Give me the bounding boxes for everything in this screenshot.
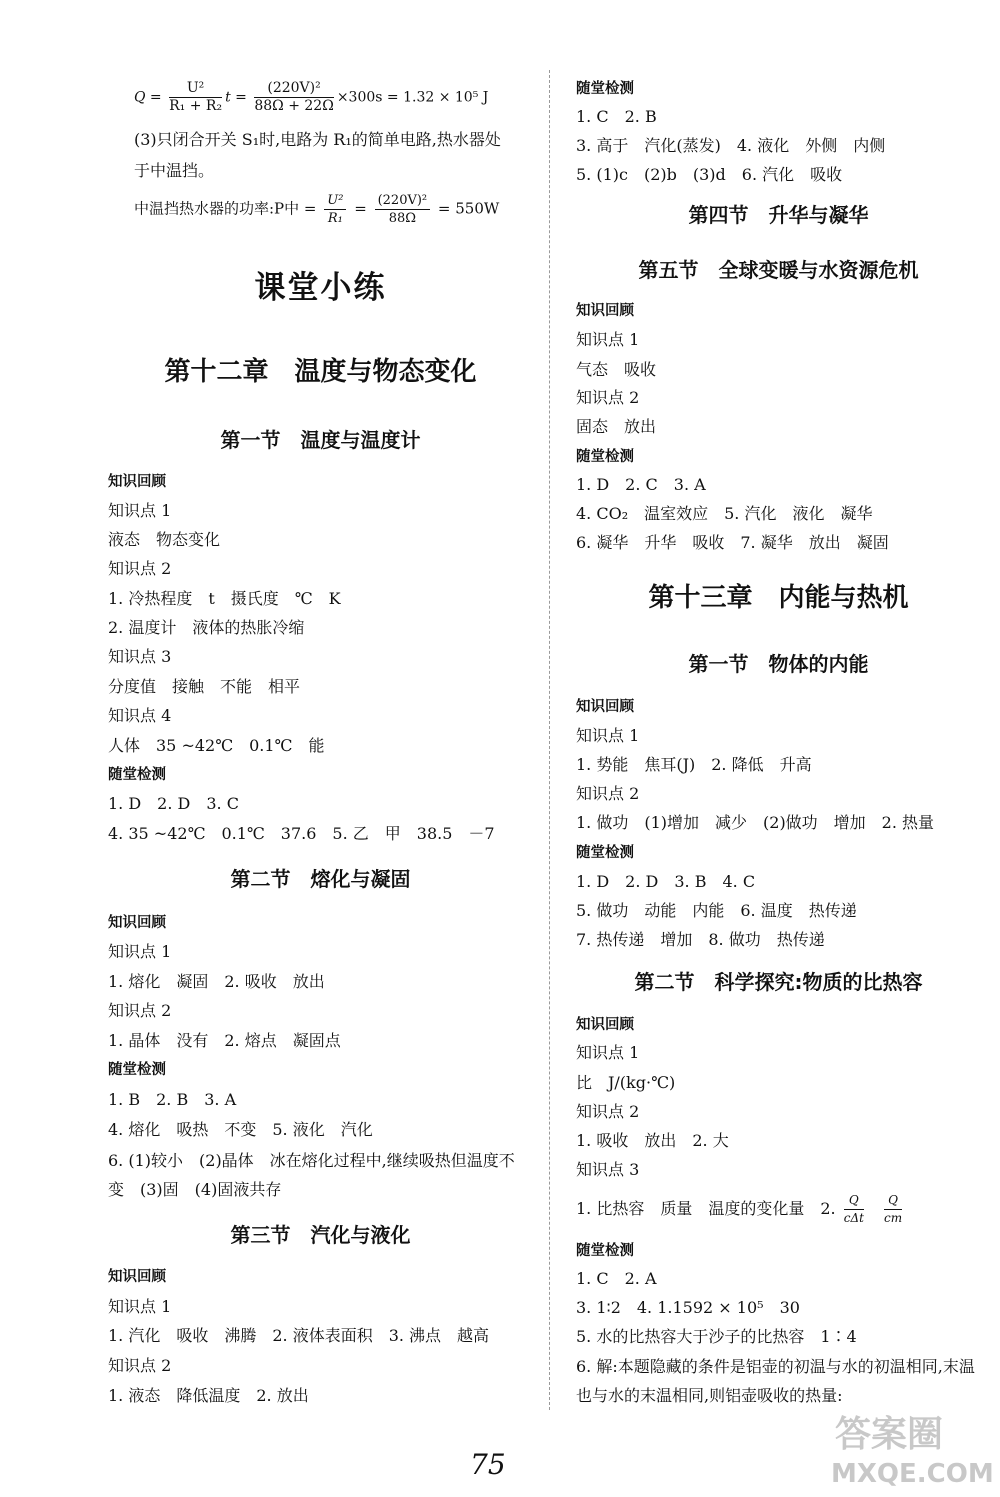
answer-line: 6. 凝华 升华 吸收 7. 凝华 放出 凝固	[576, 533, 889, 552]
p-formula	[134, 192, 499, 227]
answer-line: 1. 做功 (1)增加 减少 (2)做功 增加 2. 热量	[576, 813, 935, 832]
column-divider	[549, 70, 550, 1410]
watermark-text-cn: 答案圈	[835, 1414, 944, 1455]
chapter-title: 第十二章 温度与物态变化	[164, 357, 477, 387]
subheading: 随堂检测	[576, 449, 634, 465]
answer-line: 4. CO₂ 温室效应 5. 汽化 液化 凝华	[576, 504, 873, 523]
answer-line: 4. 熔化 吸热 不变 5. 液化 汽化	[108, 1120, 373, 1139]
answer-line: 比 J/(kg·℃)	[576, 1073, 676, 1092]
subheading: 知识回顾	[108, 474, 166, 490]
answer-line: 知识点 2	[576, 388, 640, 407]
subheading: 随堂检测	[108, 767, 166, 783]
answer-line: 3. 高于 汽化(蒸发) 4. 液化 外侧 内侧	[576, 136, 886, 155]
answer-line: 5. 做功 动能 内能 6. 温度 热传递	[576, 901, 857, 920]
answer-item-6: 6. 解:本题隐藏的条件是铝壶的初温与水的初温相同,末温也与水的末温相同,则铝壶吸收的热量:	[576, 1357, 975, 1405]
formula-text: ×300s = 1.32 × 10⁵ J	[336, 89, 489, 106]
answer-line: 固态 放出	[576, 417, 657, 436]
page-number: 75	[470, 1448, 506, 1481]
fraction: $\frac{\text{(220V)²}}{88\Omega + 22\Omega}$	[254, 80, 334, 114]
formula-text: Q =	[134, 89, 162, 106]
answer-line: 知识点 1	[576, 1043, 640, 1062]
section-title: 第二节 科学探究:物质的比热容	[634, 970, 923, 994]
big-title: 课堂小练	[254, 270, 387, 306]
answer-line: 知识点 2	[576, 784, 640, 803]
section-title: 第五节 全球变暖与水资源危机	[638, 258, 919, 282]
answer-line: 知识点 1	[108, 1297, 172, 1316]
formula-line	[576, 1192, 905, 1227]
answer-line: 知识点 1	[108, 942, 172, 961]
answer-line: 知识点 2	[576, 1102, 640, 1121]
answer-line: 1. C 2. B	[576, 107, 657, 126]
answer-line: 液态 物态变化	[108, 530, 221, 549]
answer-line: 1. 吸收 放出 2. 大	[576, 1131, 729, 1150]
para-line: 于中温挡。	[134, 161, 215, 180]
subheading: 知识回顾	[576, 699, 634, 715]
subheading: 知识回顾	[576, 1017, 634, 1033]
answer-line: 知识点 3	[576, 1160, 640, 1179]
q-formula	[134, 80, 488, 115]
answer-line: 2. 温度计 液体的热胀冷缩	[108, 618, 305, 637]
section-title: 第三节 汽化与液化	[230, 1223, 411, 1247]
formula-text: = 550W	[437, 199, 500, 218]
answer-text: 1. 比热容 质量 温度的变化量 2.	[576, 1199, 836, 1218]
answer-line: 1. D 2. D 3. B 4. C	[576, 872, 756, 891]
answer-line: 知识点 1	[108, 501, 172, 520]
formula-text: =	[354, 199, 367, 218]
answer-line: 5. 水的比热容大于沙子的比热容 1∶4	[576, 1327, 857, 1346]
answer-line: 知识点 2	[108, 559, 172, 578]
answer-line: 知识点 3	[108, 647, 172, 666]
answer-line: 知识点 1	[576, 726, 640, 745]
answer-line: 5. (1)c (2)b (3)d 6. 汽化 吸收	[576, 165, 843, 184]
subheading: 随堂检测	[576, 845, 634, 861]
answer-item-6: 6. (1)较小 (2)晶体 冰在熔化过程中,继续吸热但温度不变 (3)固 (4)固液共存	[108, 1151, 515, 1199]
answer-line: 1. D 2. C 3. A	[576, 475, 706, 494]
answer-line: 1. 汽化 吸收 沸腾 2. 液体表面积 3. 沸点 越高	[108, 1326, 490, 1345]
subheading: 知识回顾	[108, 915, 166, 931]
subheading: 随堂检测	[108, 1062, 166, 1078]
answer-line: 1. D 2. D 3. C	[108, 794, 239, 813]
watermark-text-url: MXQE.COM	[831, 1459, 994, 1489]
subheading: 随堂检测	[576, 1243, 634, 1259]
answer-line: 3. 1∶2 4. 1.1592 × 10⁵ 30	[576, 1298, 800, 1317]
fraction: $\frac{\text{U²}}{\text{R₁ + R₂}}$	[169, 80, 223, 114]
section-title: 第一节 物体的内能	[688, 652, 869, 676]
answer-line: 人体 35 ~42℃ 0.1℃ 能	[108, 736, 325, 755]
fraction: $\frac{Q}{cm}$	[884, 1193, 903, 1225]
formula-text: t =	[225, 89, 247, 106]
chapter-title: 第十三章 内能与热机	[648, 583, 909, 613]
answer-line: 1. 液态 降低温度 2. 放出	[108, 1386, 309, 1405]
section-title: 第四节 升华与凝华	[688, 203, 869, 227]
answer-line: 1. 冷热程度 t 摄氏度 ℃ K	[108, 589, 341, 608]
answer-line: 气态 吸收	[576, 360, 657, 379]
fraction: $\frac{\text{(220V)²}}{88\Omega}$	[375, 192, 431, 227]
answer-line: 知识点 4	[108, 706, 172, 725]
answer-line: 分度值 接触 不能 相平	[108, 677, 301, 696]
section-title: 第二节 熔化与凝固	[230, 867, 411, 891]
section-title: 第一节 温度与温度计	[220, 428, 421, 452]
subheading: 随堂检测	[576, 81, 634, 97]
answer-line: 知识点 1	[576, 330, 640, 349]
subheading: 知识回顾	[108, 1269, 166, 1285]
answer-line: 4. 35 ~42℃ 0.1℃ 37.6 5. 乙 甲 38.5 －7	[108, 824, 495, 843]
answer-line: 1. B 2. B 3. A	[108, 1090, 237, 1109]
answer-line: 知识点 2	[108, 1001, 172, 1020]
answer-line: 1. 势能 焦耳(J) 2. 降低 升高	[576, 755, 812, 774]
answer-line: 1. 熔化 凝固 2. 吸收 放出	[108, 972, 325, 991]
para-line: (3)只闭合开关 S₁时,电路为 R₁的简单电路,热水器处	[134, 130, 501, 149]
answer-line: 1. C 2. A	[576, 1269, 657, 1288]
fraction: $\frac{\text{U²}}{\text{R₁}}$	[324, 192, 346, 227]
answer-line: 7. 热传递 增加 8. 做功 热传递	[576, 930, 825, 949]
formula-text: 中温挡热水器的功率:P中 =	[134, 199, 317, 218]
fraction: $\frac{Q}{\text{cΔt}}$	[843, 1193, 864, 1225]
answer-line: 知识点 2	[108, 1356, 172, 1375]
subheading: 知识回顾	[576, 303, 634, 319]
site-watermark	[825, 1408, 995, 1490]
answer-line: 1. 晶体 没有 2. 熔点 凝固点	[108, 1031, 341, 1050]
